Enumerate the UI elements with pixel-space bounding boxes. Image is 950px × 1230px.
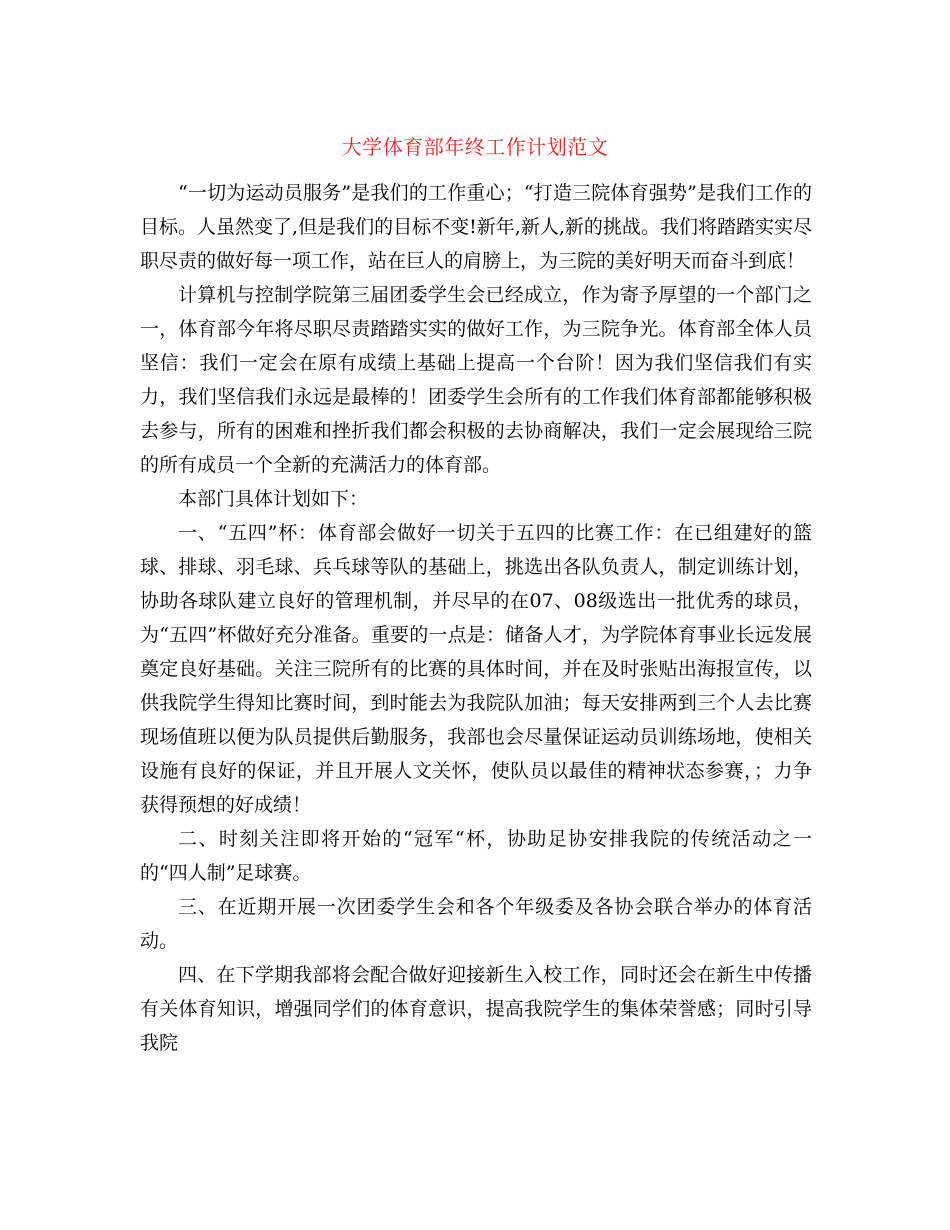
paragraph-3: 本部门具体计划如下： [178, 488, 369, 510]
document-body [140, 176, 812, 1060]
paragraph-1: “一切为运动员服务”是我们的工作重心；“打造三院体育强势”是我们工作的目标。人虽然变了,但是我们的目标不变!新年,新人,新的挑战。我们将踏踏实实尽职尽责的做好每一项工作，站在巨人的肩膀上，为三院的美好明天而奋斗到底！ [140, 182, 812, 272]
document-title: 大学体育部年终工作计划范文 [341, 135, 609, 159]
paragraph-5: 二、时刻关注即将开始的“冠军“杯，协助足协安排我院的传统活动之一的“四人制”足球赛。 [140, 828, 812, 884]
paragraph-6: 三、在近期开展一次团委学生会和各个年级委及各协会联合举办的体育活动。 [140, 896, 812, 952]
paragraph-7: 四、在下学期我部将会配合做好迎接新生入校工作，同时还会在新生中传播有关体育知识，增强同学们的体育意识，提高我院学生的集体荣誉感；同时引导我院 [140, 964, 812, 1054]
paragraph-4: 一、“五四”杯：体育部会做好一切关于五四的比赛工作：在已组建好的篮球、排球、羽毛球、兵乓球等队的基础上，挑选出各队负责人，制定训练计划，协助各球队建立良好的管理机制，并尽早的在07、08级选出一批优秀的球员，为“五四”杯做好充分准备。重要的一点是：储备人才，为学院体育事业长远发展奠定良好基础。关注三院所有的比赛的具体时间，并在及时张贴出海报宣传，以供我院学生得知比赛时间，到时能去为我院队加油；每天安排两到三个人去比赛现场值班以便为队员提供后勤服务，我部也会尽量保证运动员训练场地，使相关设施有良好的保证，并且开展人文关怀，使队员以最佳的精神状态参赛，；力争获得预想的好成绩！ [140, 522, 812, 816]
paragraph-2: 计算机与控制学院第三届团委学生会已经成立，作为寄予厚望的一个部门之一，体育部今年将尽职尽责踏踏实实的做好工作，为三院争光。体育部全体人员坚信：我们一定会在原有成绩上基础上提高一个台阶！因为我们坚信我们有实力，我们坚信我们永远是最棒的！团委学生会所有的工作我们体育部都能够积极去参与，所有的困难和挫折我们都会积极的去协商解决，我们一定会展现给三院的所有成员一个全新的充满活力的体育部。 [140, 284, 812, 476]
